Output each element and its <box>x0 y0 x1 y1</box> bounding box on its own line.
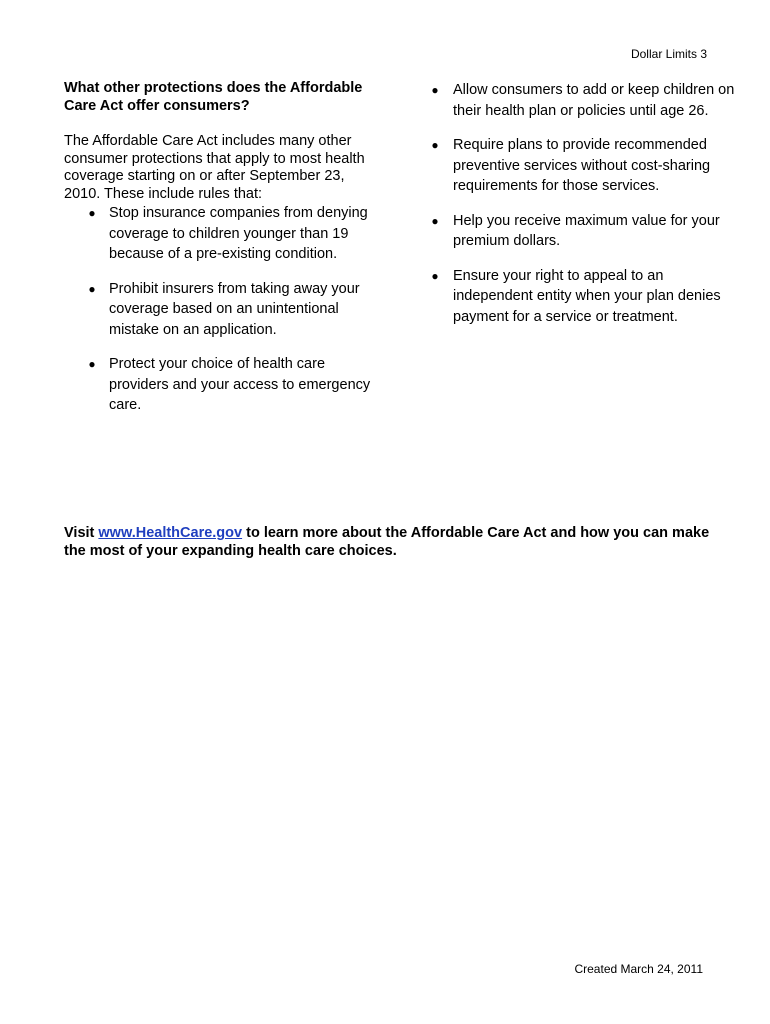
bullet-icon: ● <box>88 281 96 296</box>
list-item <box>425 211 745 252</box>
intro-paragraph: The Affordable Care Act includes many other consumer protections that apply to most health coverage starting on or after September 23, 2010. These include rules that: <box>64 133 365 202</box>
list-item <box>64 203 384 265</box>
list-item-text: Protect your choice of health care providers and your access to emergency care. <box>109 356 371 413</box>
left-column <box>64 80 384 430</box>
list-item-text: Prohibit insurers from taking away your coverage based on an unintentional mistake on an application. <box>109 280 360 338</box>
created-date: Created March 24, 2011 <box>574 962 703 976</box>
list-item-text: Stop insurance companies from denying coverage to children younger than 19 because of a pre-existing condition. <box>109 205 368 262</box>
bullet-icon: ● <box>431 83 439 97</box>
visit-prefix: Visit <box>64 525 99 541</box>
page-header-label: Dollar Limits 3 <box>630 47 707 61</box>
right-column <box>425 80 745 341</box>
right-bullet-list <box>425 80 745 327</box>
healthcare-gov-link[interactable]: www.HealthCare.gov <box>98 525 243 541</box>
bullet-icon: ● <box>88 357 96 371</box>
list-item <box>425 135 745 197</box>
list-item-text: Help you receive maximum value for your premium dollars. <box>453 212 720 249</box>
list-item-text: Ensure your right to appeal to an independent entity when your plan denies payment for a service or treatment. <box>453 267 721 325</box>
section-heading: What other protections does the Affordable Care Act offer consumers? <box>64 80 363 114</box>
list-item <box>425 266 745 328</box>
list-item <box>64 354 384 416</box>
visit-paragraph <box>64 524 724 560</box>
left-bullet-list <box>64 203 384 416</box>
list-item-text: Allow consumers to add or keep children on their health plan or policies until age 26. <box>453 82 735 119</box>
list-item-text: Require plans to provide recommended preventive services without cost-sharing requirements for those services. <box>453 137 711 194</box>
bullet-icon: ● <box>431 213 439 228</box>
visit-suffix: to learn more about the Affordable Care Act and how you can make the most of your expanding health care choices. <box>64 525 710 559</box>
list-item <box>64 279 384 341</box>
bullet-icon: ● <box>88 206 96 220</box>
bullet-icon: ● <box>431 268 439 283</box>
list-item <box>425 80 745 121</box>
bullet-icon: ● <box>431 138 439 152</box>
